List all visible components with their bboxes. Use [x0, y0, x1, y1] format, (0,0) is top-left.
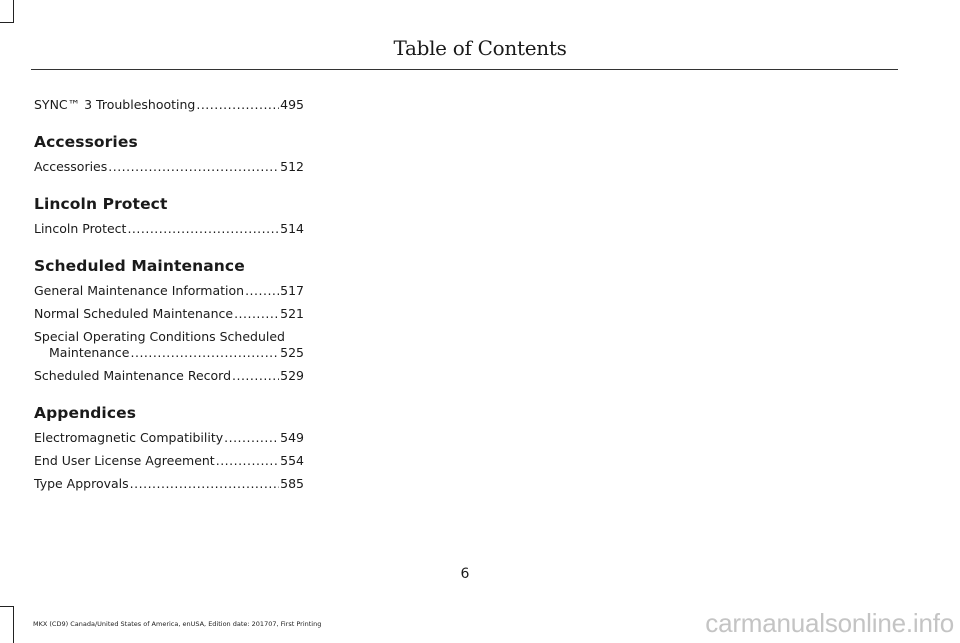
dot-leader	[196, 97, 279, 113]
toc-entry-page: 554	[280, 453, 304, 468]
dot-leader	[108, 159, 279, 175]
section-heading-accessories: Accessories	[34, 133, 138, 151]
toc-entry-page: 521	[280, 306, 304, 321]
section-heading-lincoln-protect: Lincoln Protect	[34, 195, 168, 213]
crop-mark-top-left-horizontal	[0, 22, 14, 23]
toc-entry-page: 512	[280, 159, 304, 174]
toc-entry-title: Lincoln Protect	[34, 221, 127, 236]
dot-leader	[234, 306, 279, 322]
header-divider	[31, 69, 898, 70]
toc-entry-title: Accessories	[34, 159, 108, 174]
table-of-contents	[34, 97, 304, 499]
section-heading-appendices: Appendices	[34, 404, 137, 422]
toc-entry-page: 495	[280, 97, 304, 112]
toc-entry-title: General Maintenance Information	[34, 283, 245, 298]
toc-entry-title: Normal Scheduled Maintenance	[34, 306, 234, 321]
toc-entry-title: Scheduled Maintenance Record	[34, 368, 232, 383]
toc-entry-lincoln-protect[interactable]	[34, 221, 304, 237]
toc-entry-page: 517	[280, 283, 304, 298]
dot-leader	[130, 476, 279, 492]
dot-leader	[224, 430, 279, 446]
toc-entry-title: SYNC™ 3 Troubleshooting	[34, 97, 196, 112]
dot-leader	[216, 453, 279, 469]
crop-mark-top-left-vertical	[13, 0, 14, 22]
toc-entry-special-operating-conditions[interactable]	[34, 329, 304, 361]
edition-footer: MKX (CD9) Canada/United States of America, enUSA, Edition date: 201707, First Printing	[33, 620, 322, 628]
toc-entry-title-continued: Maintenance	[49, 345, 130, 360]
dot-leader	[131, 345, 280, 361]
toc-entry-end-user-license[interactable]	[34, 453, 304, 469]
toc-entry-accessories[interactable]	[34, 159, 304, 175]
toc-entry-title: Type Approvals	[34, 476, 129, 491]
toc-entry-general-maintenance[interactable]	[34, 283, 304, 299]
toc-entry-page: 549	[280, 430, 304, 445]
toc-entry-sync-troubleshooting[interactable]	[34, 97, 304, 113]
dot-leader	[245, 283, 279, 299]
toc-entry-scheduled-maintenance-record[interactable]	[34, 368, 304, 384]
toc-entry-continuation	[34, 345, 304, 361]
toc-entry-electromagnetic-compatibility[interactable]	[34, 430, 304, 446]
toc-entry-page: 514	[280, 221, 304, 236]
toc-entry-normal-scheduled-maintenance[interactable]	[34, 306, 304, 322]
toc-entry-title: End User License Agreement	[34, 453, 215, 468]
dot-leader	[127, 221, 279, 237]
page-title: Table of Contents	[393, 36, 567, 60]
crop-mark-bottom-left-vertical	[13, 606, 14, 643]
toc-entry-type-approvals[interactable]	[34, 476, 304, 492]
toc-entry-page: 525	[280, 345, 304, 360]
dot-leader	[232, 368, 279, 384]
watermark-logo: carmanualsonline.info	[705, 608, 954, 638]
toc-entry-page: 529	[280, 368, 304, 383]
page-number: 6	[460, 566, 470, 582]
toc-entry-page: 585	[280, 476, 304, 491]
section-heading-scheduled-maintenance: Scheduled Maintenance	[34, 257, 245, 275]
toc-entry-title: Special Operating Conditions Scheduled	[34, 329, 285, 344]
toc-entry-title: Electromagnetic Compatibility	[34, 430, 224, 445]
crop-mark-bottom-left-horizontal	[0, 606, 14, 607]
